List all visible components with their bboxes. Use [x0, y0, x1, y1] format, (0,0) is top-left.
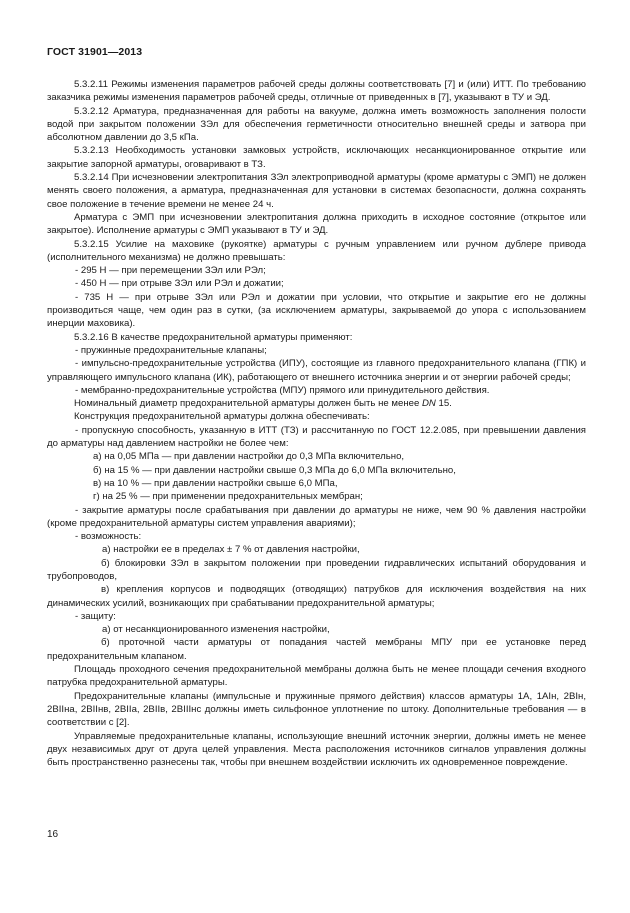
list-item-protection: - защиту:	[75, 610, 116, 622]
paragraph-5-3-2-16: 5.3.2.16 В качестве предохранительной арматуры применяют:	[74, 331, 353, 343]
paragraph-membrane-area: Площадь проходного сечения предохранительной мембраны должна быть не менее площади сечения входного патрубка предохранительной арматуры.	[47, 664, 586, 689]
list-item-force-735: - 735 Н — при отрыве ЗЭл или РЭл и дожатии при условии, что открытие и закрытие его не должны производиться чаще, чем один раз в сутки, (за исключением арматуры, закрываемой до упора с использованием инерции маховика).	[47, 291, 586, 330]
list-item-ipu: - импульсно-предохранительные устройства (ИПУ), состоящие из главного предохранительного клапана (ГПК) и управляющего импульсного клапана (ИК), работающего от внешнего источника энергии и от энергии рабочей среды;	[47, 358, 586, 383]
sub-item-v-possibility: в) крепления корпусов и подводящих (отводящих) патрубков для исключения воздействия на них динамических усилий, возникающих при срабатывании предохранительной арматуры;	[47, 584, 586, 609]
sub-item-g-capacity: г) на 25 % — при применении предохранительных мембран;	[93, 491, 363, 503]
list-item-spring-valves: - пружинные предохранительные клапаны;	[75, 344, 267, 356]
paragraph-controlled-valves: Управляемые предохранительные клапаны, использующие внешний источник энергии, должны иметь не менее двух независимых друг от друга целей управления. Места расположения источников сигналов управления должны быть пространственно разнесены так, чтобы при внешнем воздействии исключить их одновременное повреждение.	[47, 730, 586, 769]
nominal-diameter-value: 15.	[435, 398, 452, 410]
sub-item-v-capacity: в) на 10 % — при давлении настройки свыше 6,0 МПа,	[93, 477, 338, 489]
paragraph-5-3-2-11: 5.3.2.11 Режимы изменения параметров рабочей среды должны соответствовать [7] и (или) ИТТ. По требованию заказчика режимы изменения параметров рабочей среды, отличные от приведенных в [7], указывают в ТУ и ЭД.	[47, 79, 586, 104]
list-item-capacity: - пропускную способность, указанную в ИТТ (ТЗ) и рассчитанную по ГОСТ 12.2.085, при превышении давления до арматуры над давлением настройки не более чем:	[47, 424, 586, 450]
list-item-force-450: - 450 Н — при отрыве ЗЭл или РЭл и дожатии;	[75, 278, 284, 290]
paragraph-design-requirements: Конструкция предохранительной арматуры должна обеспечивать:	[74, 411, 370, 423]
document-body	[47, 78, 586, 769]
paragraph-bellows-seal: Предохранительные клапаны (импульсные и пружинные прямого действия) классов арматуры 1А, 1АIн, 2ВIн, 2ВIIна, 2ВIIнв, 2ВIIа, 2ВIIв, 2ВIIIнс должны иметь сильфонное уплотнение по штоку. Дополнительные требования — в соответствии с [2].	[47, 690, 586, 729]
sub-item-b-possibility: б) блокировки ЗЭл в закрытом положении при проведении гидравлических испытаний оборудования и трубопроводов,	[47, 557, 586, 582]
dn-symbol: DN	[421, 398, 436, 410]
nominal-diameter-text: Номинальный диаметр предохранительной арматуры должен быть не менее	[74, 398, 422, 410]
list-item-mpu: - мембранно-предохранительные устройства (МПУ) прямого или принудительного действия.	[75, 384, 490, 396]
paragraph-5-3-2-12: 5.3.2.12 Арматура, предназначенная для работы на вакууме, должна иметь возможность заполнения полости водой при закрытом положении ЗЭл для обеспечения герметичности относительно внешней среды и затвора при абсолютном давлении до 3,5 кПа.	[47, 105, 586, 144]
paragraph-nominal-diameter	[47, 397, 586, 410]
document-header: ГОСТ 31901—2013	[47, 46, 143, 58]
sub-item-a-protection: а) от несанкционированного изменения настройки,	[102, 624, 330, 636]
list-item-closing: - закрытие арматуры после срабатывания при давлении до арматуры не ниже, чем 90 % давления настройки (кроме предохранительной арматуры систем управления авариями);	[47, 504, 586, 529]
paragraph-5-3-2-15: 5.3.2.15 Усилие на маховике (рукоятке) арматуры с ручным управлением или ручном дублере привода (исполнительного механизма) не должно превышать:	[47, 238, 586, 263]
paragraph-5-3-2-14: 5.3.2.14 При исчезновении электропитания ЗЭл электроприводной арматуры (кроме арматуры с ЭМП) не должен менять своего положения, а арматура, предназначенная для установки в системах безопасности, должна сохранять свое положение в течение времени не менее 24 ч.	[47, 172, 586, 210]
sub-item-b-protection: б) проточной части арматуры от попадания частей мембраны МПУ при ее установке перед предохранительным клапаном.	[47, 637, 586, 662]
list-item-force-295: - 295 Н — при перемещении ЗЭл или РЭл;	[75, 265, 266, 277]
list-item-possibility: - возможность:	[75, 531, 142, 543]
sub-item-a-capacity: а) на 0,05 МПа — при давлении настройки до 0,3 МПа включительно,	[93, 451, 405, 463]
paragraph-5-3-2-13: 5.3.2.13 Необходимость установки замковых устройств, исключающих несанкционированное открытие или закрытие запорной арматуры, оговаривают в ТЗ.	[47, 145, 586, 170]
page-number: 16	[47, 829, 59, 840]
sub-item-b-capacity: б) на 15 % — при давлении настройки свыше 0,3 МПа до 6,0 МПа включительно,	[93, 464, 456, 476]
sub-item-a-possibility: а) настройки ее в пределах ± 7 % от давления настройки,	[102, 544, 360, 556]
paragraph-emp: Арматура с ЭМП при исчезновении электропитания должна приходить в исходное состояние (открытое или закрытое). Исполнение арматуры с ЭМП указывают в ТУ и ЭД.	[47, 211, 586, 237]
